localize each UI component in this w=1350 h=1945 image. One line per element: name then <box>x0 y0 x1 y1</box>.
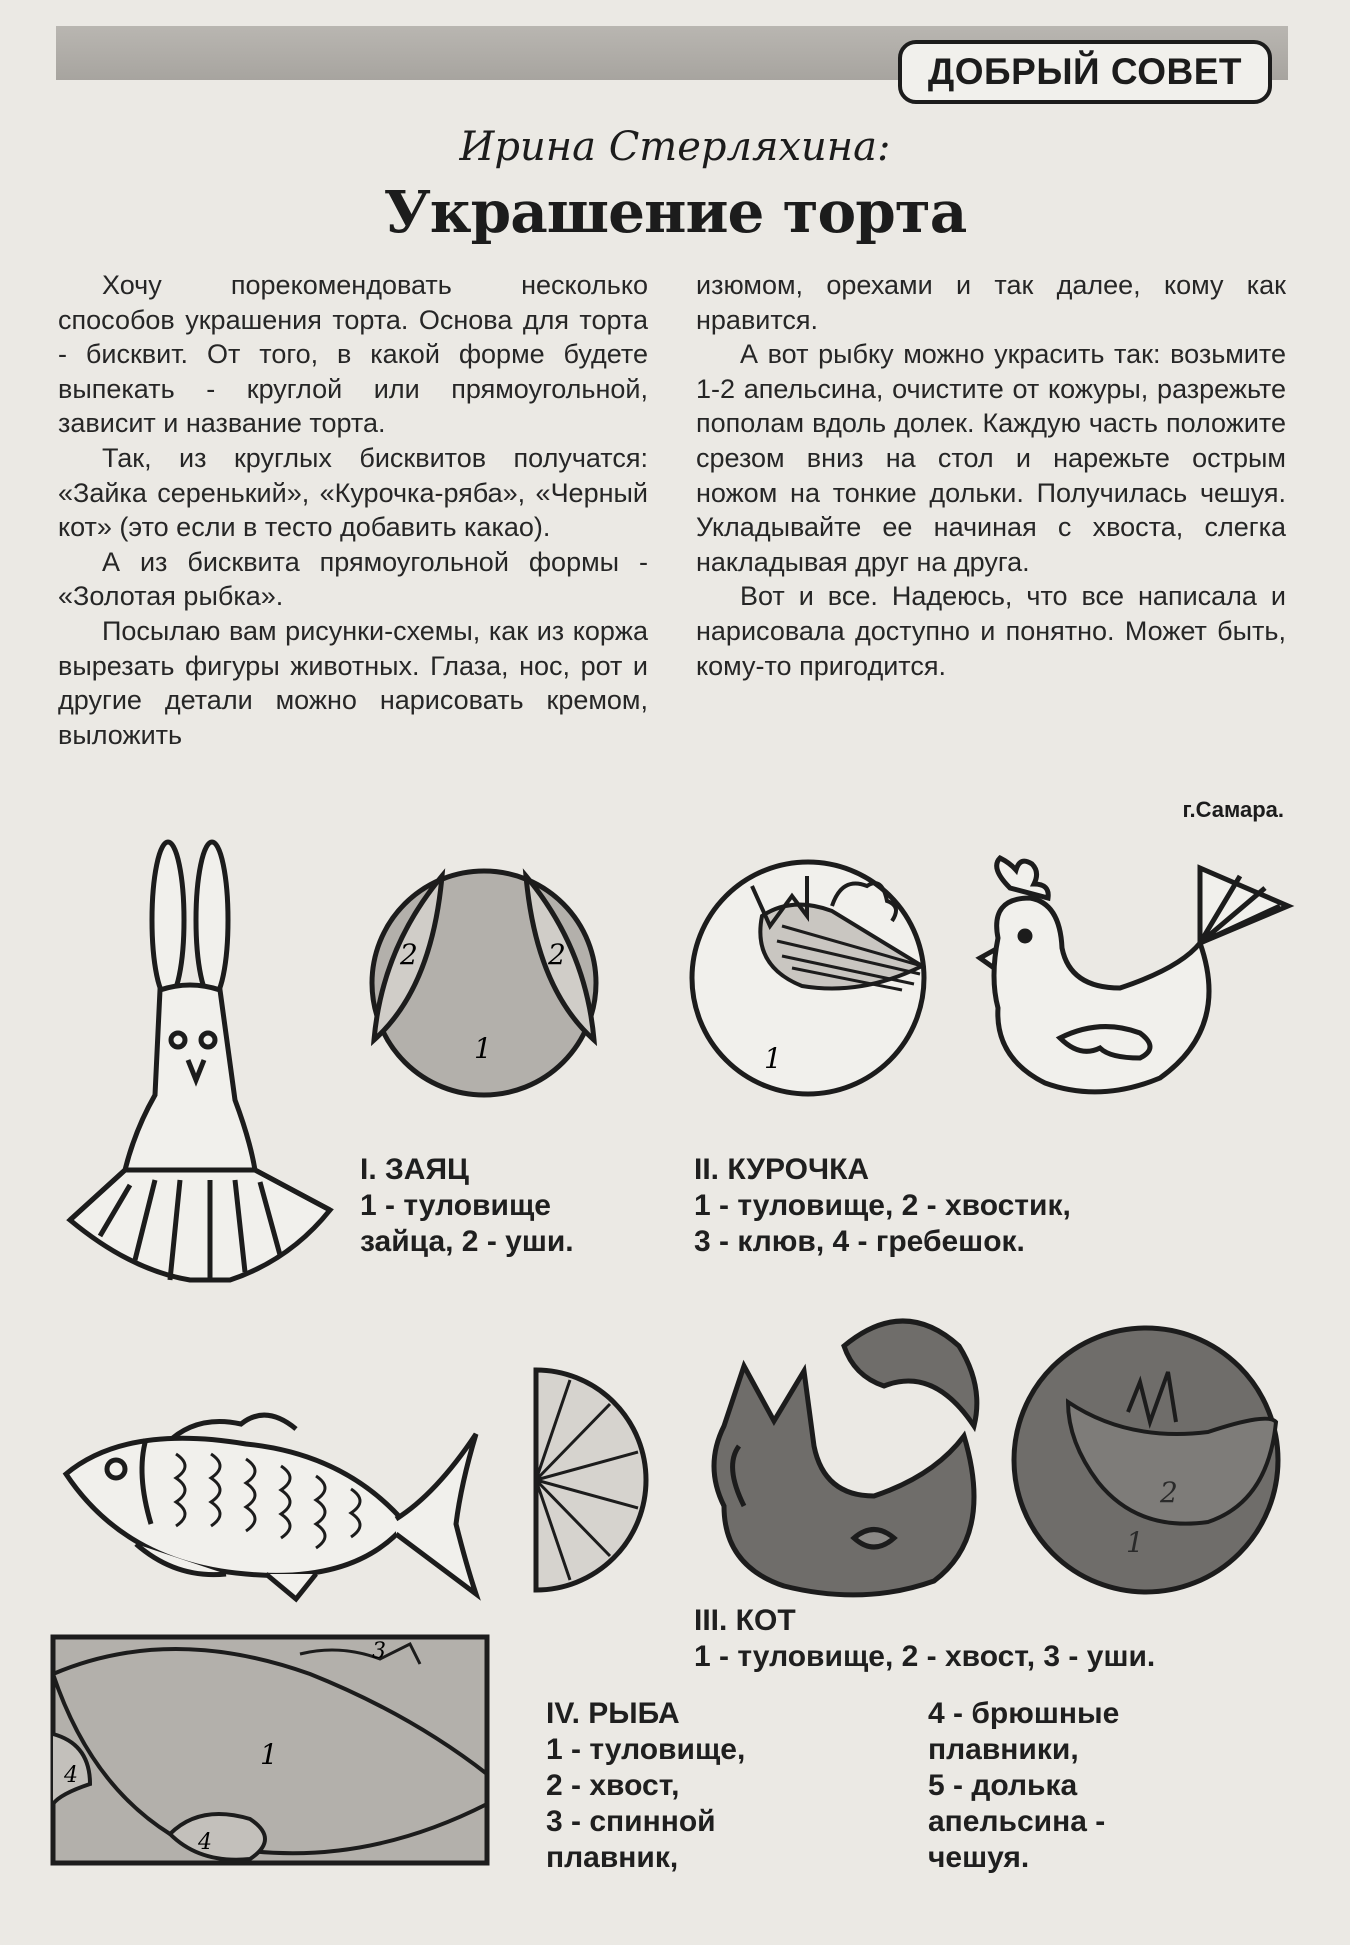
caption-line: чешуя. <box>928 1841 1030 1874</box>
caption-line: 4 - брюшные <box>928 1697 1120 1730</box>
hen-drawing <box>950 858 1315 1108</box>
caption-line: 3 - спинной <box>546 1805 716 1838</box>
part-label: 1 <box>474 1032 492 1065</box>
part-label: 4 <box>198 1830 212 1855</box>
hen-scheme <box>682 856 934 1100</box>
caption-title: I. ЗАЯЦ <box>360 1153 469 1186</box>
rubric-label: ДОБРЫЙ СОВЕТ <box>898 40 1272 104</box>
text-column-left <box>58 268 648 752</box>
part-label: 4 <box>64 1763 78 1788</box>
article-title: Украшение торта <box>383 178 967 246</box>
paragraph: Посылаю вам рисунки-схемы, как из коржа вырезать фигуры животных. Глаза, нос, рот и другие детали можно нарисовать кремом, выложить <box>58 615 648 750</box>
paragraph: Так, из круглых бисквитов получатся: «Зайка серенький», «Курочка-ряба», «Черный кот» (это если в тесто добавить какао). <box>58 442 648 543</box>
caption-title: II. КУРОЧКА <box>694 1153 870 1186</box>
paragraph: Вот и все. Надеюсь, что все написала и нарисовала доступно и понятно. Может быть, кому-то пригодится. <box>696 581 1286 681</box>
caption-line: 1 - туловище, 2 - хвостик, <box>694 1189 1071 1222</box>
part-label: 2 <box>548 938 566 971</box>
caption-line: апельсина - <box>928 1805 1106 1838</box>
hare-caption <box>360 1152 574 1260</box>
paragraph: А вот рыбку можно украсить так: возьмите 1-2 апельсина, очистите от кожуры, разрежьте пополам вдоль долек. Каждую часть положите срезом вниз на стол и нарежьте острым ножом на тонкие дольки. Получилась чешуя. Укладывайте ее начиная с хвоста, слегка накладывая друг на друга. <box>696 339 1286 577</box>
cat-caption <box>694 1603 1155 1675</box>
paragraph: А из бисквита прямоугольной формы - «Золотая рыбка». <box>58 546 648 612</box>
part-label: 1 <box>764 1042 782 1075</box>
caption-title: III. КОТ <box>694 1604 796 1637</box>
caption-title: IV. РЫБА <box>546 1697 680 1730</box>
paragraph: изюмом, орехами и так далее, кому как нравится. <box>696 270 1286 335</box>
part-label: 1 <box>260 1738 278 1771</box>
part-label: 2 <box>1160 1476 1178 1509</box>
part-label: 2 <box>400 938 418 971</box>
caption-line: 3 - клюв, 4 - гребешок. <box>694 1225 1025 1258</box>
author-city: г.Самара. <box>1182 797 1284 822</box>
caption-line: 1 - туловище, 2 - хвост, 3 - уши. <box>694 1640 1156 1673</box>
part-label: 1 <box>1126 1526 1144 1559</box>
fish-scheme <box>50 1634 490 1866</box>
cat-scheme <box>1008 1322 1284 1598</box>
caption-line: 5 - долька <box>928 1769 1078 1802</box>
hare-scheme <box>352 868 622 1100</box>
caption-line: плавники, <box>928 1733 1079 1766</box>
fish-caption <box>546 1696 745 1876</box>
fish-caption-continued <box>928 1696 1119 1876</box>
caption-line: 1 - туловище <box>360 1189 551 1222</box>
hen-caption <box>694 1152 1071 1260</box>
caption-line: 2 - хвост, <box>546 1769 680 1802</box>
paragraph: Хочу порекомендовать несколько способов украшения торта. Основа для торта - бисквит. От того, в какой форме будете выпекать - круглой или прямоугольной, зависит и название торта. <box>58 270 648 439</box>
caption-line: 1 - туловище, <box>546 1733 746 1766</box>
part-label: 3 <box>372 1639 386 1664</box>
text-column-right <box>696 268 1286 683</box>
cat-drawing <box>704 1306 984 1598</box>
fish-drawing <box>66 1384 490 1606</box>
author-name: Ирина Стерляхина: <box>459 124 891 170</box>
caption-line: зайца, 2 - уши. <box>360 1225 574 1258</box>
hare-drawing <box>60 840 350 1290</box>
orange-slice-drawing <box>530 1364 648 1596</box>
caption-line: плавник, <box>546 1841 679 1874</box>
